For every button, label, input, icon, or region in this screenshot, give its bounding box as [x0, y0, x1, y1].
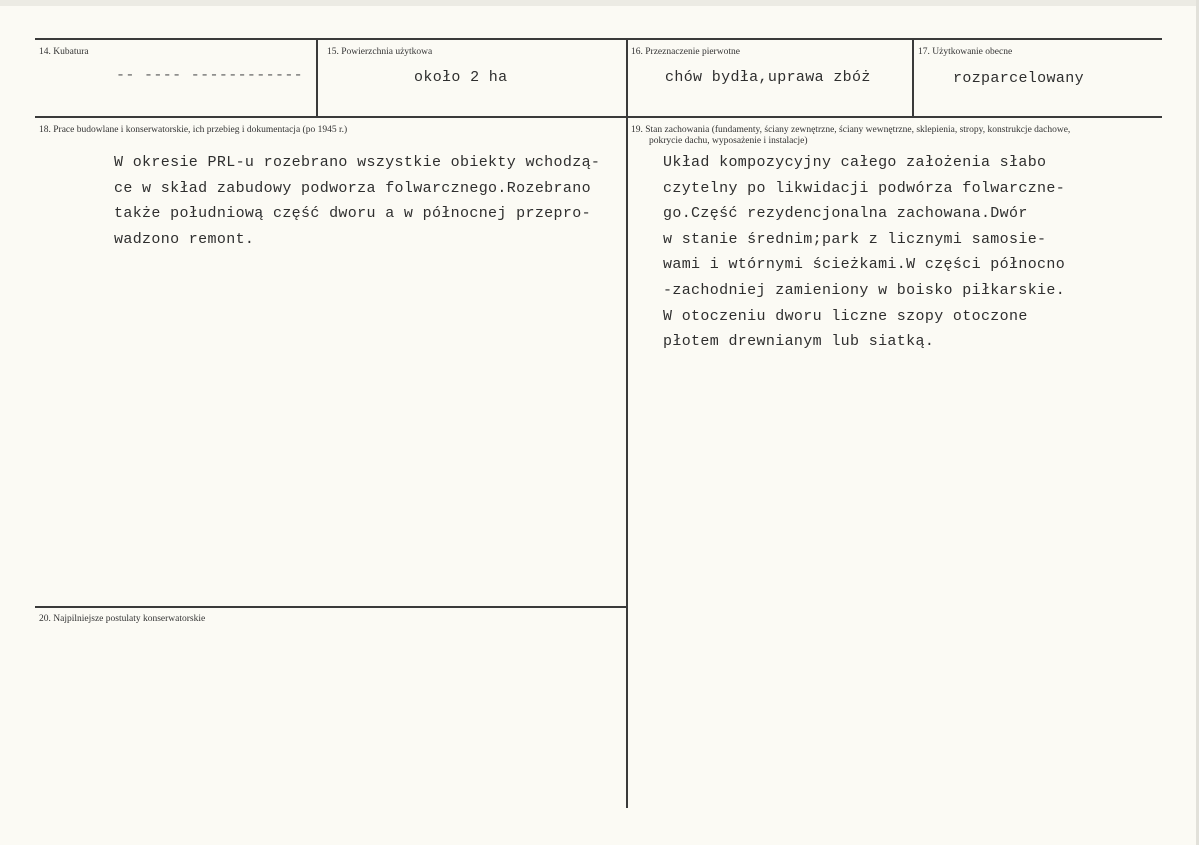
- paper-top-edge: [0, 0, 1199, 6]
- field-18-line: ce w skład zabudowy podworza folwarcznego.Rozebrano: [114, 179, 591, 197]
- field-19-line: Układ kompozycyjny całego założenia słabo: [663, 154, 1047, 171]
- field-19-text: [663, 150, 1065, 355]
- field-17-value: rozparcelowany: [953, 70, 1084, 87]
- field-19-line: w stanie średnim;park z licznymi samosie-: [663, 230, 1047, 248]
- field-19-line: W otoczeniu dworu liczne szopy otoczone: [663, 307, 1028, 325]
- top-border-line: [35, 38, 1162, 40]
- row1-bottom-line: [35, 116, 1162, 118]
- field-19-label-line1: 19. Stan zachowania (fundamenty, ściany zewnętrzne, ściany wewnętrzne, sklepienia, stropy, konstrukcje dachowe,: [631, 125, 1071, 135]
- divider-15: [316, 38, 318, 117]
- divider-17: [912, 38, 914, 117]
- divider-16: [626, 38, 628, 808]
- field-18-line: także południową część dworu a w północnej przepro-: [114, 205, 591, 223]
- field-18-line: W okresie PRL-u rozebrano wszystkie obiekty wchodzą-: [114, 154, 601, 171]
- field-19-line: -zachodniej zamieniony w boisko piłkarskie.: [663, 281, 1066, 299]
- field-14-value: -- ---- ------------: [116, 67, 304, 84]
- field-17-label: 17. Użytkowanie obecne: [918, 47, 1013, 57]
- field-20-label: 20. Najpilniejsze postulaty konserwatorskie: [39, 614, 206, 624]
- field-18-text: [114, 150, 600, 252]
- section20-top-line: [35, 606, 627, 608]
- field-19-line: wami i wtórnymi ścieżkami.W części północno: [663, 256, 1066, 274]
- field-14-label: 14. Kubatura: [39, 47, 89, 57]
- field-16-label: 16. Przeznaczenie pierwotne: [631, 47, 740, 57]
- field-15-label: 15. Powierzchnia użytkowa: [327, 47, 433, 57]
- field-18-line: wadzono remont.: [114, 230, 255, 248]
- field-19-line: go.Część rezydencjonalna zachowana.Dwór: [663, 205, 1028, 223]
- field-15-value: około 2 ha: [414, 69, 508, 86]
- field-19-label-line2: pokrycie dachu, wyposażenie i instalacje): [649, 136, 808, 146]
- field-18-label: 18. Prace budowlane i konserwatorskie, ich przebieg i dokumentacja (po 1945 r.): [39, 125, 348, 135]
- field-19-line: czytelny po likwidacji podwórza folwarczne-: [663, 179, 1066, 197]
- field-16-value: chów bydła,uprawa zbóż: [665, 69, 871, 86]
- field-19-line: płotem drewnianym lub siatką.: [663, 333, 935, 351]
